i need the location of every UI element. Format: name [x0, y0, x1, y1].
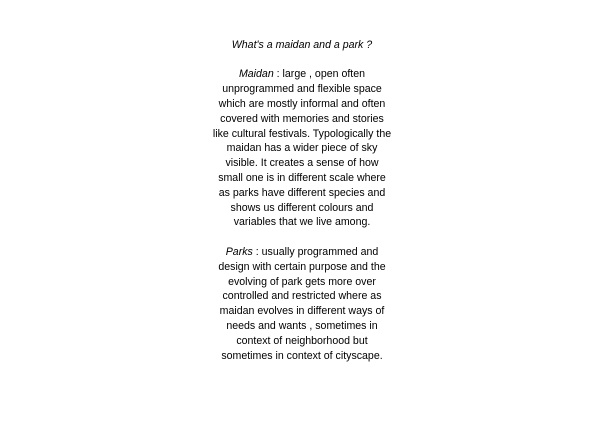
paragraph-line: visible. It creates a sense of how — [225, 157, 379, 170]
paragraph-line-text: : usually programmed and — [252, 245, 379, 258]
parks-term: Parks — [225, 245, 253, 258]
paragraph-line: needs and wants , sometimes in — [226, 319, 378, 332]
paragraph-line: design with certain purpose and the — [218, 260, 386, 273]
paragraph-line: which are mostly informal and often — [218, 97, 386, 110]
paragraph-line: like cultural festivals. Typologically the — [212, 127, 392, 140]
paragraph-line: small one is in different scale where — [218, 171, 386, 184]
paragraph-line: controlled and restricted where as — [222, 290, 382, 303]
paragraph-line: shows us different colours and — [230, 201, 374, 214]
text-column — [190, 38, 414, 363]
paragraph-line: sometimes in context of cityscape. — [221, 349, 383, 362]
paragraph-line: context of neighborhood but — [236, 334, 368, 347]
paragraph-line: evolving of park gets more over — [228, 275, 376, 288]
parks-paragraph — [190, 245, 414, 363]
paragraph-line: covered with memories and stories — [220, 112, 384, 125]
paragraph-line-text: : large , open often — [273, 68, 366, 81]
maidan-paragraph — [190, 67, 414, 230]
maidan-term: Maidan — [238, 68, 274, 81]
paragraph-line: maidan evolves in different ways of — [219, 305, 385, 318]
document-heading: What's a maidan and a park ? — [231, 39, 373, 51]
paragraph-line — [190, 67, 414, 82]
paragraph-line: as parks have different species and — [218, 186, 386, 199]
paragraph-line — [190, 245, 414, 260]
paragraph-line: variables that we live among. — [233, 216, 371, 229]
paragraph-line: maidan has a wider piece of sky — [226, 142, 378, 155]
paragraph-line: unprogrammed and flexible space — [222, 83, 382, 96]
